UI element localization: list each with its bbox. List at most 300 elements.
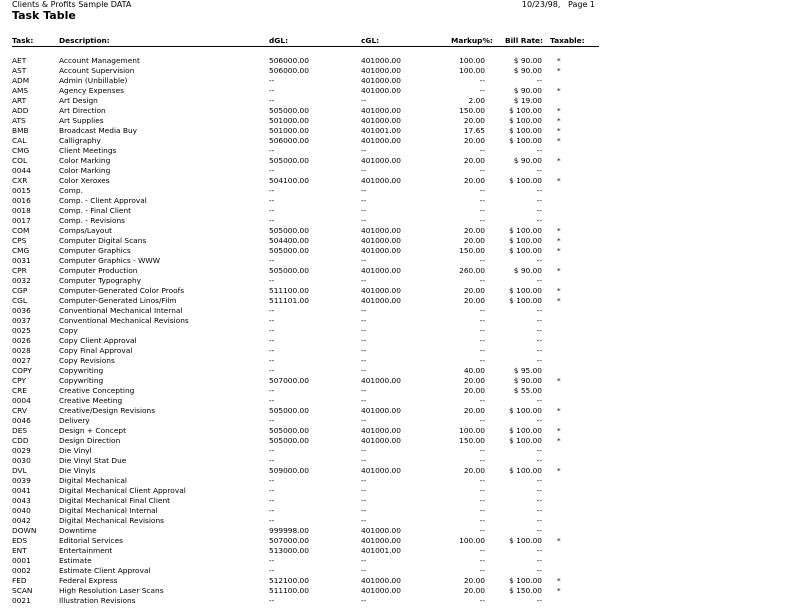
table-row: [0, 566, 792, 576]
debit-gl: --: [269, 596, 275, 605]
column-header-cgl: cGL:: [361, 36, 380, 45]
debit-gl: 999998.00: [269, 526, 309, 535]
debit-gl: 501000.00: [269, 116, 309, 125]
bill-rate: $ 90.00: [513, 66, 542, 75]
markup-percent: 20.00: [463, 136, 485, 145]
table-row: [0, 86, 792, 96]
bill-rate: --: [536, 506, 542, 515]
table-row: [0, 356, 792, 366]
table-row: [0, 206, 792, 216]
credit-gl: 401001.00: [361, 126, 401, 135]
credit-gl: 401000.00: [361, 406, 401, 415]
taxable-flag: *: [557, 56, 561, 65]
markup-percent: --: [479, 516, 485, 525]
task-description: Digital Mechanical Client Approval: [59, 486, 186, 495]
bill-rate: --: [536, 206, 542, 215]
table-row: [0, 256, 792, 266]
bill-rate: --: [536, 446, 542, 455]
task-description: Conventional Mechanical Internal: [59, 306, 183, 315]
task-code: DOWN: [12, 526, 37, 535]
bill-rate: $ 90.00: [513, 376, 542, 385]
task-description: Comp. - Client Approval: [59, 196, 147, 205]
table-row: [0, 526, 792, 536]
bill-rate: --: [536, 276, 542, 285]
credit-gl: 401000.00: [361, 586, 401, 595]
taxable-flag: *: [557, 66, 561, 75]
company-name: Clients & Profits Sample DATA: [12, 0, 132, 9]
task-code: DVL: [12, 466, 27, 475]
debit-gl: --: [269, 346, 275, 355]
markup-percent: 20.00: [463, 286, 485, 295]
debit-gl: 506000.00: [269, 66, 309, 75]
markup-percent: --: [479, 316, 485, 325]
table-row: [0, 236, 792, 246]
debit-gl: --: [269, 316, 275, 325]
credit-gl: --: [361, 446, 367, 455]
table-row: [0, 216, 792, 226]
table-row: [0, 576, 792, 586]
table-row: [0, 106, 792, 116]
credit-gl: 401000.00: [361, 86, 401, 95]
bill-rate: --: [536, 196, 542, 205]
markup-percent: --: [479, 306, 485, 315]
debit-gl: --: [269, 196, 275, 205]
task-code: 0037: [12, 316, 31, 325]
debit-gl: --: [269, 216, 275, 225]
table-row: [0, 176, 792, 186]
table-row: [0, 286, 792, 296]
task-code: BMB: [12, 126, 29, 135]
table-row: [0, 116, 792, 126]
table-row: [0, 166, 792, 176]
table-row: [0, 136, 792, 146]
markup-percent: 100.00: [459, 426, 485, 435]
credit-gl: 401000.00: [361, 226, 401, 235]
credit-gl: 401000.00: [361, 426, 401, 435]
task-description: Client Meetings: [59, 146, 117, 155]
task-description: Die Vinyls: [59, 466, 96, 475]
task-code: 0036: [12, 306, 31, 315]
table-row: [0, 456, 792, 466]
bill-rate: --: [536, 356, 542, 365]
table-row: [0, 486, 792, 496]
markup-percent: --: [479, 186, 485, 195]
debit-gl: --: [269, 356, 275, 365]
credit-gl: --: [361, 206, 367, 215]
markup-percent: --: [479, 556, 485, 565]
task-code: 0016: [12, 196, 31, 205]
task-description: Conventional Mechanical Revisions: [59, 316, 189, 325]
task-code: CGP: [12, 286, 28, 295]
taxable-flag: *: [557, 246, 561, 255]
markup-percent: --: [479, 86, 485, 95]
markup-percent: 20.00: [463, 176, 485, 185]
task-description: Die Vinyl: [59, 446, 92, 455]
credit-gl: --: [361, 276, 367, 285]
debit-gl: 506000.00: [269, 136, 309, 145]
credit-gl: --: [361, 366, 367, 375]
credit-gl: 401000.00: [361, 266, 401, 275]
task-description: Copy Final Approval: [59, 346, 133, 355]
taxable-flag: *: [557, 536, 561, 545]
taxable-flag: *: [557, 376, 561, 385]
bill-rate: $ 100.00: [509, 406, 542, 415]
task-description: Estimate Client Approval: [59, 566, 151, 575]
debit-gl: --: [269, 306, 275, 315]
table-row: [0, 446, 792, 456]
credit-gl: 401000.00: [361, 176, 401, 185]
taxable-flag: *: [557, 586, 561, 595]
credit-gl: --: [361, 596, 367, 605]
task-code: 0030: [12, 456, 31, 465]
credit-gl: 401000.00: [361, 156, 401, 165]
credit-gl: --: [361, 346, 367, 355]
markup-percent: 2.00: [468, 96, 485, 105]
taxable-flag: *: [557, 466, 561, 475]
table-row: [0, 506, 792, 516]
table-row: [0, 296, 792, 306]
bill-rate: $ 100.00: [509, 436, 542, 445]
credit-gl: --: [361, 146, 367, 155]
table-row: [0, 396, 792, 406]
credit-gl: 401000.00: [361, 296, 401, 305]
taxable-flag: *: [557, 126, 561, 135]
column-header-dgl: dGL:: [269, 36, 289, 45]
markup-percent: 20.00: [463, 236, 485, 245]
task-description: Account Management: [59, 56, 140, 65]
bill-rate: $ 100.00: [509, 246, 542, 255]
task-code: ATS: [12, 116, 26, 125]
task-description: Copy: [59, 326, 78, 335]
bill-rate: --: [536, 516, 542, 525]
debit-gl: 511100.00: [269, 586, 309, 595]
table-row: [0, 56, 792, 66]
table-row: [0, 376, 792, 386]
markup-percent: 20.00: [463, 586, 485, 595]
task-code: CRE: [12, 386, 27, 395]
task-code: 0018: [12, 206, 31, 215]
bill-rate: --: [536, 496, 542, 505]
debit-gl: --: [269, 496, 275, 505]
taxable-flag: *: [557, 286, 561, 295]
markup-percent: --: [479, 476, 485, 485]
task-description: Calligraphy: [59, 136, 101, 145]
credit-gl: --: [361, 256, 367, 265]
debit-gl: --: [269, 76, 275, 85]
task-code: 0039: [12, 476, 31, 485]
debit-gl: 505000.00: [269, 156, 309, 165]
bill-rate: --: [536, 596, 542, 605]
debit-gl: 513000.00: [269, 546, 309, 555]
markup-percent: --: [479, 566, 485, 575]
taxable-flag: *: [557, 236, 561, 245]
debit-gl: --: [269, 366, 275, 375]
credit-gl: --: [361, 486, 367, 495]
credit-gl: --: [361, 506, 367, 515]
table-row: [0, 516, 792, 526]
task-code: AET: [12, 56, 27, 65]
task-description: Color Xeroxes: [59, 176, 110, 185]
markup-percent: 260.00: [459, 266, 485, 275]
task-code: FED: [12, 576, 27, 585]
credit-gl: 401000.00: [361, 56, 401, 65]
debit-gl: 511101.00: [269, 296, 309, 305]
task-code: SCAN: [12, 586, 33, 595]
task-code: 0015: [12, 186, 31, 195]
table-row: [0, 536, 792, 546]
task-code: EDS: [12, 536, 28, 545]
task-code: 0001: [12, 556, 31, 565]
debit-gl: --: [269, 516, 275, 525]
bill-rate: --: [536, 346, 542, 355]
bill-rate: --: [536, 416, 542, 425]
bill-rate: --: [536, 186, 542, 195]
bill-rate: --: [536, 146, 542, 155]
bill-rate: --: [536, 526, 542, 535]
task-code: 0028: [12, 346, 31, 355]
table-row: [0, 96, 792, 106]
bill-rate: --: [536, 166, 542, 175]
bill-rate: $ 90.00: [513, 156, 542, 165]
taxable-flag: *: [557, 226, 561, 235]
task-code: COL: [12, 156, 28, 165]
task-description: Broadcast Media Buy: [59, 126, 138, 135]
task-description: Design Direction: [59, 436, 121, 445]
debit-gl: 506000.00: [269, 56, 309, 65]
column-header-bill-rate: Bill Rate:: [505, 36, 543, 45]
credit-gl: 401000.00: [361, 116, 401, 125]
task-code: 0004: [12, 396, 31, 405]
table-row: [0, 146, 792, 156]
markup-percent: --: [479, 196, 485, 205]
bill-rate: $ 100.00: [509, 536, 542, 545]
credit-gl: --: [361, 196, 367, 205]
table-row: [0, 556, 792, 566]
markup-percent: --: [479, 216, 485, 225]
markup-percent: 150.00: [459, 246, 485, 255]
task-description: Creative/Design Revisions: [59, 406, 156, 415]
debit-gl: 505000.00: [269, 266, 309, 275]
task-description: Federal Express: [59, 576, 118, 585]
task-description: Downtime: [59, 526, 97, 535]
bill-rate: $ 100.00: [509, 236, 542, 245]
bill-rate: --: [536, 556, 542, 565]
markup-percent: 100.00: [459, 536, 485, 545]
credit-gl: --: [361, 166, 367, 175]
bill-rate: --: [536, 456, 542, 465]
bill-rate: --: [536, 486, 542, 495]
header-divider: [12, 46, 599, 47]
task-description: Computer Production: [59, 266, 138, 275]
task-code: 0021: [12, 596, 31, 605]
debit-gl: 505000.00: [269, 406, 309, 415]
task-code: 0002: [12, 566, 31, 575]
column-header-taxable: Taxable:: [550, 36, 585, 45]
credit-gl: 401000.00: [361, 536, 401, 545]
task-description: Design + Concept: [59, 426, 126, 435]
credit-gl: 401000.00: [361, 236, 401, 245]
markup-percent: --: [479, 496, 485, 505]
task-description: Comp.: [59, 186, 83, 195]
taxable-flag: *: [557, 136, 561, 145]
debit-gl: --: [269, 206, 275, 215]
credit-gl: --: [361, 496, 367, 505]
debit-gl: 511100.00: [269, 286, 309, 295]
bill-rate: $ 100.00: [509, 106, 542, 115]
task-description: Agency Expenses: [59, 86, 124, 95]
task-table: [0, 56, 792, 606]
task-description: Computer Typography: [59, 276, 142, 285]
task-description: Copy Revisions: [59, 356, 115, 365]
markup-percent: --: [479, 356, 485, 365]
markup-percent: 20.00: [463, 296, 485, 305]
credit-gl: --: [361, 396, 367, 405]
table-row: [0, 436, 792, 446]
bill-rate: --: [536, 216, 542, 225]
table-row: [0, 156, 792, 166]
bill-rate: $ 100.00: [509, 296, 542, 305]
credit-gl: 401000.00: [361, 106, 401, 115]
task-description: Computer Digital Scans: [59, 236, 147, 245]
table-row: [0, 336, 792, 346]
markup-percent: --: [479, 456, 485, 465]
debit-gl: --: [269, 166, 275, 175]
table-row: [0, 306, 792, 316]
markup-percent: --: [479, 546, 485, 555]
markup-percent: --: [479, 346, 485, 355]
credit-gl: --: [361, 186, 367, 195]
table-row: [0, 476, 792, 486]
task-code: 0040: [12, 506, 31, 515]
markup-percent: 20.00: [463, 156, 485, 165]
task-code: DES: [12, 426, 28, 435]
debit-gl: --: [269, 416, 275, 425]
table-row: [0, 126, 792, 136]
table-row: [0, 596, 792, 606]
markup-percent: 100.00: [459, 66, 485, 75]
task-code: 0041: [12, 486, 31, 495]
bill-rate: $ 90.00: [513, 86, 542, 95]
taxable-flag: *: [557, 266, 561, 275]
debit-gl: --: [269, 326, 275, 335]
task-code: CPR: [12, 266, 27, 275]
bill-rate: --: [536, 76, 542, 85]
markup-percent: 20.00: [463, 576, 485, 585]
taxable-flag: *: [557, 426, 561, 435]
bill-rate: $ 90.00: [513, 56, 542, 65]
task-code: 0044: [12, 166, 31, 175]
markup-percent: --: [479, 336, 485, 345]
markup-percent: 40.00: [463, 366, 485, 375]
task-code: CPY: [12, 376, 26, 385]
credit-gl: 401000.00: [361, 436, 401, 445]
task-code: 0042: [12, 516, 31, 525]
debit-gl: 507000.00: [269, 536, 309, 545]
column-header-markup: Markup%:: [451, 36, 493, 45]
table-row: [0, 386, 792, 396]
credit-gl: 401000.00: [361, 526, 401, 535]
credit-gl: 401000.00: [361, 286, 401, 295]
bill-rate: $ 100.00: [509, 136, 542, 145]
debit-gl: 504400.00: [269, 236, 309, 245]
markup-percent: --: [479, 326, 485, 335]
task-code: 0043: [12, 496, 31, 505]
taxable-flag: *: [557, 436, 561, 445]
bill-rate: $ 100.00: [509, 176, 542, 185]
task-description: Delivery: [59, 416, 90, 425]
credit-gl: --: [361, 476, 367, 485]
bill-rate: --: [536, 396, 542, 405]
task-code: CAL: [12, 136, 27, 145]
markup-percent: --: [479, 396, 485, 405]
task-description: Computer Graphics: [59, 246, 131, 255]
task-code: CRV: [12, 406, 27, 415]
task-description: Illustration Revisions: [59, 596, 136, 605]
bill-rate: $ 100.00: [509, 466, 542, 475]
table-row: [0, 186, 792, 196]
credit-gl: 401000.00: [361, 66, 401, 75]
bill-rate: --: [536, 256, 542, 265]
bill-rate: --: [536, 546, 542, 555]
bill-rate: $ 95.00: [513, 366, 542, 375]
task-description: Editorial Services: [59, 536, 124, 545]
task-code: 0017: [12, 216, 31, 225]
debit-gl: 505000.00: [269, 226, 309, 235]
debit-gl: --: [269, 566, 275, 575]
task-description: Art Design: [59, 96, 98, 105]
bill-rate: --: [536, 326, 542, 335]
task-code: 0025: [12, 326, 31, 335]
markup-percent: 150.00: [459, 106, 485, 115]
markup-percent: --: [479, 416, 485, 425]
debit-gl: 504100.00: [269, 176, 309, 185]
table-row: [0, 246, 792, 256]
credit-gl: --: [361, 456, 367, 465]
debit-gl: --: [269, 446, 275, 455]
table-row: [0, 346, 792, 356]
debit-gl: --: [269, 86, 275, 95]
credit-gl: --: [361, 316, 367, 325]
task-code: AST: [12, 66, 27, 75]
column-header-task: Task:: [12, 36, 34, 45]
task-code: CDD: [12, 436, 29, 445]
report-title: Task Table: [12, 9, 76, 22]
taxable-flag: *: [557, 296, 561, 305]
task-description: Color Marking: [59, 166, 111, 175]
task-description: Comp. - Final Client: [59, 206, 132, 215]
bill-rate: --: [536, 476, 542, 485]
task-description: Comps/Layout: [59, 226, 113, 235]
credit-gl: --: [361, 336, 367, 345]
debit-gl: --: [269, 386, 275, 395]
task-description: Entertainment: [59, 546, 113, 555]
task-code: 0027: [12, 356, 31, 365]
date-and-page: 10/23/98, Page 1: [521, 0, 595, 9]
markup-percent: --: [479, 506, 485, 515]
credit-gl: --: [361, 96, 367, 105]
task-code: CGL: [12, 296, 28, 305]
debit-gl: 509000.00: [269, 466, 309, 475]
bill-rate: $ 100.00: [509, 126, 542, 135]
markup-percent: 20.00: [463, 226, 485, 235]
credit-gl: --: [361, 326, 367, 335]
bill-rate: --: [536, 336, 542, 345]
markup-percent: --: [479, 596, 485, 605]
credit-gl: --: [361, 566, 367, 575]
task-description: Digital Mechanical Internal: [59, 506, 158, 515]
debit-gl: 505000.00: [269, 426, 309, 435]
debit-gl: --: [269, 486, 275, 495]
